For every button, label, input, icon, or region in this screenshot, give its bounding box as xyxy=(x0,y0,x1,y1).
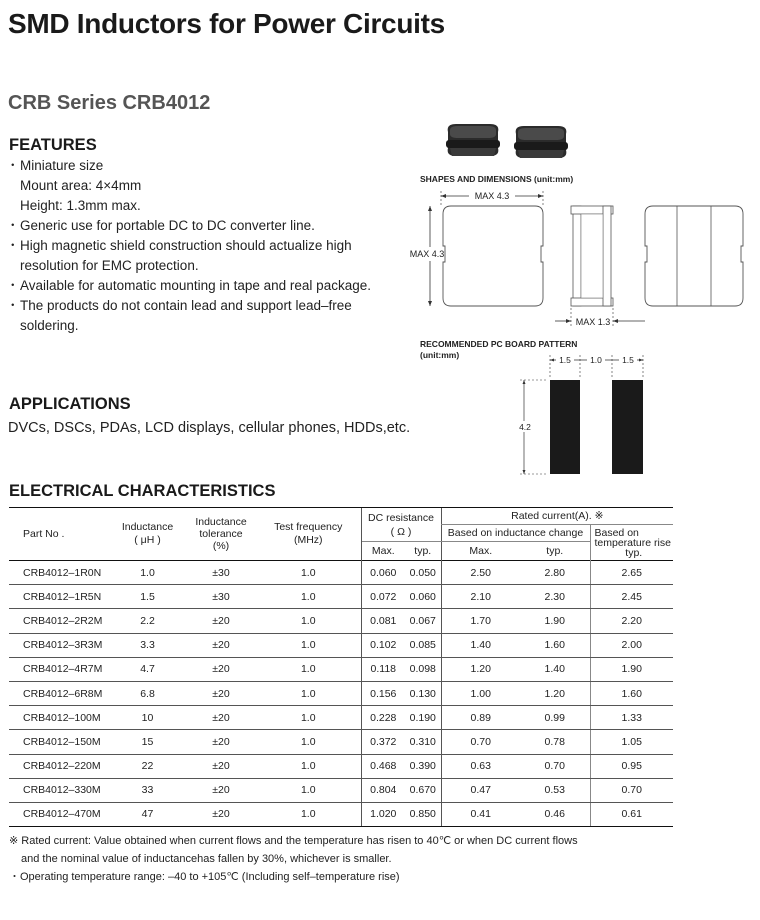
top-view-outline xyxy=(443,206,543,306)
cell-test-frequency: 1.0 xyxy=(256,561,361,585)
cell-part-no: CRB4012–330M xyxy=(9,778,109,802)
cell-ind-max: 0.47 xyxy=(441,778,520,802)
dimension-drawing xyxy=(405,186,755,334)
cell-tolerance: ±20 xyxy=(186,681,256,705)
cell-temp-typ: 1.05 xyxy=(590,730,673,754)
cell-inductance: 15 xyxy=(109,730,186,754)
cell-dc-max: 1.020 xyxy=(361,802,405,826)
electrical-table xyxy=(9,507,673,827)
cell-part-no: CRB4012–2R2M xyxy=(9,609,109,633)
feature-text: ・ Generic use for portable DC to DC converter line. xyxy=(10,216,415,236)
cell-inductance: 3.3 xyxy=(109,633,186,657)
page-title: SMD Inductors for Power Circuits xyxy=(8,8,445,39)
cell-inductance: 2.2 xyxy=(109,609,186,633)
cell-dc-typ: 0.390 xyxy=(405,754,441,778)
bottom-view xyxy=(645,206,743,306)
cell-ind-typ: 2.80 xyxy=(520,561,590,585)
cell-temp-typ: 2.20 xyxy=(590,609,673,633)
arrow-icon xyxy=(428,206,432,211)
header-row xyxy=(9,508,673,525)
arrow-icon xyxy=(566,319,571,323)
header-based-temperature-label2: temperature rise xyxy=(594,536,671,549)
cell-ind-typ: 0.78 xyxy=(520,730,590,754)
table-row xyxy=(9,681,673,705)
cell-dc-typ: 0.670 xyxy=(405,778,441,802)
header-based-temperature xyxy=(590,525,673,561)
cell-ind-max: 0.70 xyxy=(441,730,520,754)
cell-part-no: CRB4012–220M xyxy=(9,754,109,778)
pcb-pad-left xyxy=(550,380,580,474)
cell-tolerance: ±30 xyxy=(186,561,256,585)
cell-dc-max: 0.228 xyxy=(361,706,405,730)
footnotes xyxy=(9,832,578,886)
side-view xyxy=(571,206,613,306)
cell-ind-typ: 0.99 xyxy=(520,706,590,730)
table-row xyxy=(9,754,673,778)
cell-ind-typ: 1.60 xyxy=(520,633,590,657)
cell-tolerance: ±30 xyxy=(186,585,256,609)
header-dc-typ: typ. xyxy=(405,542,441,561)
table-row xyxy=(9,706,673,730)
cell-tolerance: ±20 xyxy=(186,657,256,681)
feature-item xyxy=(10,276,415,296)
cell-part-no: CRB4012–4R7M xyxy=(9,657,109,681)
pcb-pad-right xyxy=(612,380,643,474)
features-list xyxy=(10,156,415,336)
footnote-rated-current: ※ Rated current: Value obtained when current flows and the temperature has risen to 40℃ or when DC current flows xyxy=(9,835,578,847)
cell-part-no: CRB4012–3R3M xyxy=(9,633,109,657)
cell-test-frequency: 1.0 xyxy=(256,778,361,802)
cell-tolerance: ±20 xyxy=(186,633,256,657)
max-height-label: MAX 4.3 xyxy=(409,249,445,259)
pcb-caption-unit: (unit:mm) xyxy=(420,350,460,360)
feature-item xyxy=(10,236,415,276)
table-row xyxy=(9,561,673,585)
arrow-icon xyxy=(613,319,618,323)
cell-dc-typ: 0.130 xyxy=(405,681,441,705)
cell-ind-typ: 0.46 xyxy=(520,802,590,826)
table-row xyxy=(9,730,673,754)
cell-part-no: CRB4012–1R5N xyxy=(9,585,109,609)
header-inductance-label: Inductance xyxy=(121,521,174,533)
cell-tolerance: ±20 xyxy=(186,778,256,802)
cell-test-frequency: 1.0 xyxy=(256,706,361,730)
cell-ind-max: 1.20 xyxy=(441,657,520,681)
arrow-icon xyxy=(550,359,554,362)
cell-dc-typ: 0.098 xyxy=(405,657,441,681)
cell-inductance: 33 xyxy=(109,778,186,802)
cell-tolerance: ±20 xyxy=(186,609,256,633)
applications-text: DVCs, DSCs, PDAs, LCD displays, cellular phones, HDDs,etc. xyxy=(8,420,411,436)
cell-temp-typ: 0.95 xyxy=(590,754,673,778)
pcb-caption: RECOMMENDED PC BOARD PATTERN xyxy=(420,339,578,349)
cell-temp-typ: 1.60 xyxy=(590,681,673,705)
cell-dc-max: 0.081 xyxy=(361,609,405,633)
cell-dc-typ: 0.310 xyxy=(405,730,441,754)
cell-test-frequency: 1.0 xyxy=(256,609,361,633)
cell-dc-max: 0.468 xyxy=(361,754,405,778)
table-row xyxy=(9,778,673,802)
applications-heading: APPLICATIONS xyxy=(9,395,131,413)
cell-test-frequency: 1.0 xyxy=(256,754,361,778)
header-dc-resistance-unit: ( Ω ) xyxy=(390,525,412,538)
electrical-table-body xyxy=(9,561,673,827)
cell-part-no: CRB4012–100M xyxy=(9,706,109,730)
inductor-chip-image xyxy=(446,124,500,156)
table-row xyxy=(9,633,673,657)
header-test-frequency-unit: (MHz) xyxy=(293,534,323,546)
inductor-chip-image xyxy=(514,126,568,158)
cell-dc-max: 0.156 xyxy=(361,681,405,705)
feature-text: ・ Miniature size xyxy=(10,156,415,176)
table-row xyxy=(9,585,673,609)
cell-temp-typ: 2.65 xyxy=(590,561,673,585)
feature-sub: resolution for EMC protection. xyxy=(20,258,199,273)
header-inductance-unit: ( μH ) xyxy=(134,534,161,546)
header-part-no: Part No . xyxy=(9,508,109,561)
header-inductance xyxy=(109,508,186,561)
header-tolerance xyxy=(186,508,256,561)
pad-height-label: 4.2 xyxy=(519,422,531,432)
feature-item xyxy=(10,156,415,216)
cell-ind-max: 1.70 xyxy=(441,609,520,633)
cell-ind-typ: 1.20 xyxy=(520,681,590,705)
feature-text: ・ Available for automatic mounting in tape and real package. xyxy=(10,276,415,296)
cell-inductance: 6.8 xyxy=(109,681,186,705)
cell-test-frequency: 1.0 xyxy=(256,681,361,705)
cell-temp-typ: 0.61 xyxy=(590,802,673,826)
arrow-icon xyxy=(428,301,432,306)
cell-ind-max: 1.40 xyxy=(441,633,520,657)
cell-temp-typ: 1.33 xyxy=(590,706,673,730)
arrow-icon xyxy=(523,380,526,384)
pad-width-right-label: 1.5 xyxy=(622,355,634,365)
cell-temp-typ: 1.90 xyxy=(590,657,673,681)
shapes-caption: SHAPES AND DIMENSIONS (unit:mm) xyxy=(420,174,574,184)
cell-tolerance: ±20 xyxy=(186,706,256,730)
table-row xyxy=(9,609,673,633)
cell-dc-max: 0.060 xyxy=(361,561,405,585)
table-row xyxy=(9,802,673,826)
cell-temp-typ: 2.00 xyxy=(590,633,673,657)
cell-tolerance: ±20 xyxy=(186,754,256,778)
header-ind-max: Max. xyxy=(441,542,520,561)
arrow-icon xyxy=(639,359,643,362)
arrow-icon xyxy=(441,194,446,198)
header-test-frequency xyxy=(256,508,361,561)
header-based-inductance: Based on inductance change xyxy=(441,525,590,542)
cell-part-no: CRB4012–6R8M xyxy=(9,681,109,705)
pcb-pattern-drawing xyxy=(512,352,662,478)
cell-part-no: CRB4012–1R0N xyxy=(9,561,109,585)
cell-ind-max: 2.50 xyxy=(441,561,520,585)
header-dc-max: Max. xyxy=(361,542,405,561)
cell-inductance: 1.5 xyxy=(109,585,186,609)
footnote-rated-current-cont: and the nominal value of inductancehas fallen by 30%, whichever is smaller. xyxy=(21,853,392,865)
cell-ind-max: 0.63 xyxy=(441,754,520,778)
header-test-frequency-label: Test frequency xyxy=(274,521,343,533)
cell-test-frequency: 1.0 xyxy=(256,802,361,826)
cell-ind-max: 0.89 xyxy=(441,706,520,730)
header-dc-resistance-label: DC resistance xyxy=(368,511,434,524)
feature-sub: Mount area: 4×4mm xyxy=(20,178,142,193)
header-dc-resistance xyxy=(361,508,441,542)
table-row xyxy=(9,657,673,681)
header-based-temperature-label: Based on xyxy=(594,526,639,539)
cell-dc-typ: 0.050 xyxy=(405,561,441,585)
header-tolerance-label2: tolerance xyxy=(199,528,243,540)
arrow-icon xyxy=(523,470,526,474)
header-ind-typ: typ. xyxy=(546,545,564,557)
cell-dc-typ: 0.850 xyxy=(405,802,441,826)
cell-ind-typ: 0.53 xyxy=(520,778,590,802)
footnote-operating-temp: ・Operating temperature range: –40 to +105℃ (Including self–temperature rise) xyxy=(9,871,400,883)
cell-dc-typ: 0.067 xyxy=(405,609,441,633)
cell-temp-typ: 2.45 xyxy=(590,585,673,609)
feature-text: ・ High magnetic shield construction should actualize high xyxy=(10,236,415,256)
cell-ind-typ: 1.90 xyxy=(520,609,590,633)
cell-part-no: CRB4012–150M xyxy=(9,730,109,754)
cell-dc-max: 0.804 xyxy=(361,778,405,802)
cell-test-frequency: 1.0 xyxy=(256,730,361,754)
cell-inductance: 22 xyxy=(109,754,186,778)
cell-ind-typ: 0.70 xyxy=(520,754,590,778)
header-tolerance-unit: (%) xyxy=(212,540,230,552)
cell-ind-max: 0.41 xyxy=(441,802,520,826)
max-width-label: MAX 4.3 xyxy=(474,191,510,201)
header-rated-current: Rated current(A). ※ xyxy=(441,508,673,525)
cell-inductance: 10 xyxy=(109,706,186,730)
cell-dc-typ: 0.190 xyxy=(405,706,441,730)
cell-ind-max: 2.10 xyxy=(441,585,520,609)
electrical-heading: ELECTRICAL CHARACTERISTICS xyxy=(9,482,276,500)
cell-dc-max: 0.072 xyxy=(361,585,405,609)
cell-inductance: 4.7 xyxy=(109,657,186,681)
cell-dc-typ: 0.060 xyxy=(405,585,441,609)
feature-item xyxy=(10,296,415,336)
series-title: CRB Series CRB4012 xyxy=(8,92,211,114)
cell-tolerance: ±20 xyxy=(186,802,256,826)
product-photo xyxy=(440,118,580,164)
gap-label: 1.0 xyxy=(590,355,602,365)
cell-dc-max: 0.102 xyxy=(361,633,405,657)
cell-ind-typ: 2.30 xyxy=(520,585,590,609)
cell-inductance: 1.0 xyxy=(109,561,186,585)
cell-test-frequency: 1.0 xyxy=(256,657,361,681)
cell-part-no: CRB4012–470M xyxy=(9,802,109,826)
cell-tolerance: ±20 xyxy=(186,730,256,754)
feature-sub: soldering. xyxy=(20,318,79,333)
cell-ind-max: 1.00 xyxy=(441,681,520,705)
feature-sub: Height: 1.3mm max. xyxy=(20,198,141,213)
pad-width-left-label: 1.5 xyxy=(559,355,571,365)
cell-inductance: 47 xyxy=(109,802,186,826)
cell-dc-max: 0.118 xyxy=(361,657,405,681)
cell-temp-typ: 0.70 xyxy=(590,778,673,802)
cell-dc-max: 0.372 xyxy=(361,730,405,754)
feature-text: ・ The products do not contain lead and support lead–free xyxy=(10,296,415,316)
features-heading: FEATURES xyxy=(9,136,97,154)
cell-test-frequency: 1.0 xyxy=(256,633,361,657)
arrow-icon xyxy=(538,194,543,198)
header-temp-typ: typ. xyxy=(625,546,643,559)
cell-dc-typ: 0.085 xyxy=(405,633,441,657)
header-tolerance-label: Inductance xyxy=(195,516,247,528)
max-thickness-label: MAX 1.3 xyxy=(575,317,611,327)
cell-ind-typ: 1.40 xyxy=(520,657,590,681)
feature-item xyxy=(10,216,415,236)
cell-test-frequency: 1.0 xyxy=(256,585,361,609)
